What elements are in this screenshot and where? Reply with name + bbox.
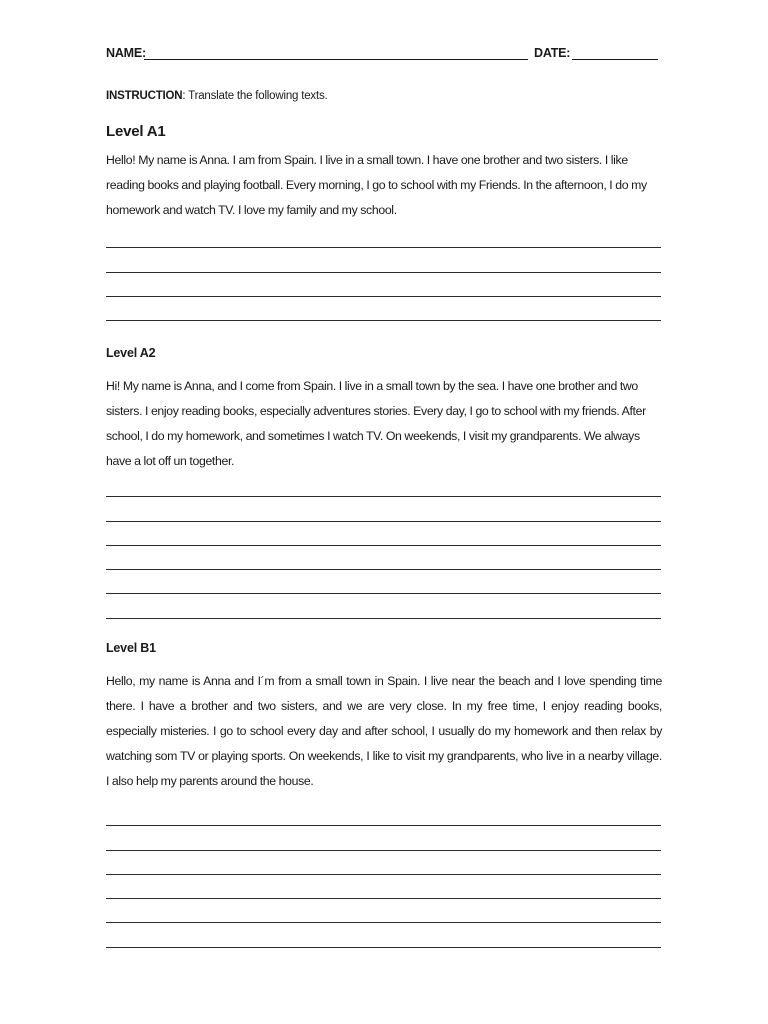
answer-line[interactable]	[106, 546, 661, 570]
answer-lines-b1[interactable]	[106, 802, 661, 948]
section-text-a1: Hello! My name is Anna. I am from Spain. I live in a small town. I have one brother and two sisters. I like reading books and playing football. Every morning, I go to school with my Friends. In the afternoon, I do my homework and watch TV. I love my family and my school.	[106, 153, 647, 217]
name-label: NAME:	[106, 46, 146, 60]
date-blank-line[interactable]	[572, 59, 658, 60]
answer-line[interactable]	[106, 224, 661, 248]
name-blank-line[interactable]	[144, 59, 528, 60]
answer-line[interactable]	[106, 273, 661, 297]
answer-line[interactable]	[106, 497, 661, 521]
section-title-a1: Level A1	[106, 123, 166, 140]
answer-line[interactable]	[106, 875, 661, 899]
instruction	[106, 90, 327, 102]
answer-line[interactable]	[106, 248, 661, 272]
answer-line[interactable]	[106, 851, 661, 875]
answer-line[interactable]	[106, 473, 661, 497]
answer-line[interactable]	[106, 522, 661, 546]
header-row	[106, 44, 662, 64]
instruction-text: : Translate the following texts.	[182, 90, 328, 102]
answer-lines-a1[interactable]	[106, 224, 661, 321]
answer-line[interactable]	[106, 594, 661, 618]
section-title-a2: Level A2	[106, 346, 156, 360]
section-text-b1: Hello, my name is Anna and I´m from a small town in Spain. I live near the beach and I love spending time there. I have a brother and two sisters, and we are very close. In my free time, I enjoy reading books, especially misteries. I go to school every day and after school, I usually do my homework and then relax by watching som TV or playing sports. On weekends, I like to visit my grandparents, who live in a nearby village. I also help my parents around the house.	[106, 674, 662, 788]
section-title-b1: Level B1	[106, 641, 156, 655]
date-label: DATE:	[534, 46, 571, 60]
answer-line[interactable]	[106, 802, 661, 826]
instruction-prefix: INSTRUCTION	[106, 90, 183, 102]
answer-lines-a2[interactable]	[106, 473, 661, 619]
answer-line[interactable]	[106, 923, 661, 947]
answer-line[interactable]	[106, 899, 661, 923]
answer-line[interactable]	[106, 297, 661, 321]
section-text-a2: Hi! My name is Anna, and I come from Spain. I live in a small town by the sea. I have one brother and two sisters. I enjoy reading books, especially adventures stories. Every day, I go to school with my friends. After school, I do my homework, and sometimes I watch TV. On weekends, I visit my grandparents. We always have a lot off un together.	[106, 379, 646, 468]
answer-line[interactable]	[106, 826, 661, 850]
answer-line[interactable]	[106, 570, 661, 594]
